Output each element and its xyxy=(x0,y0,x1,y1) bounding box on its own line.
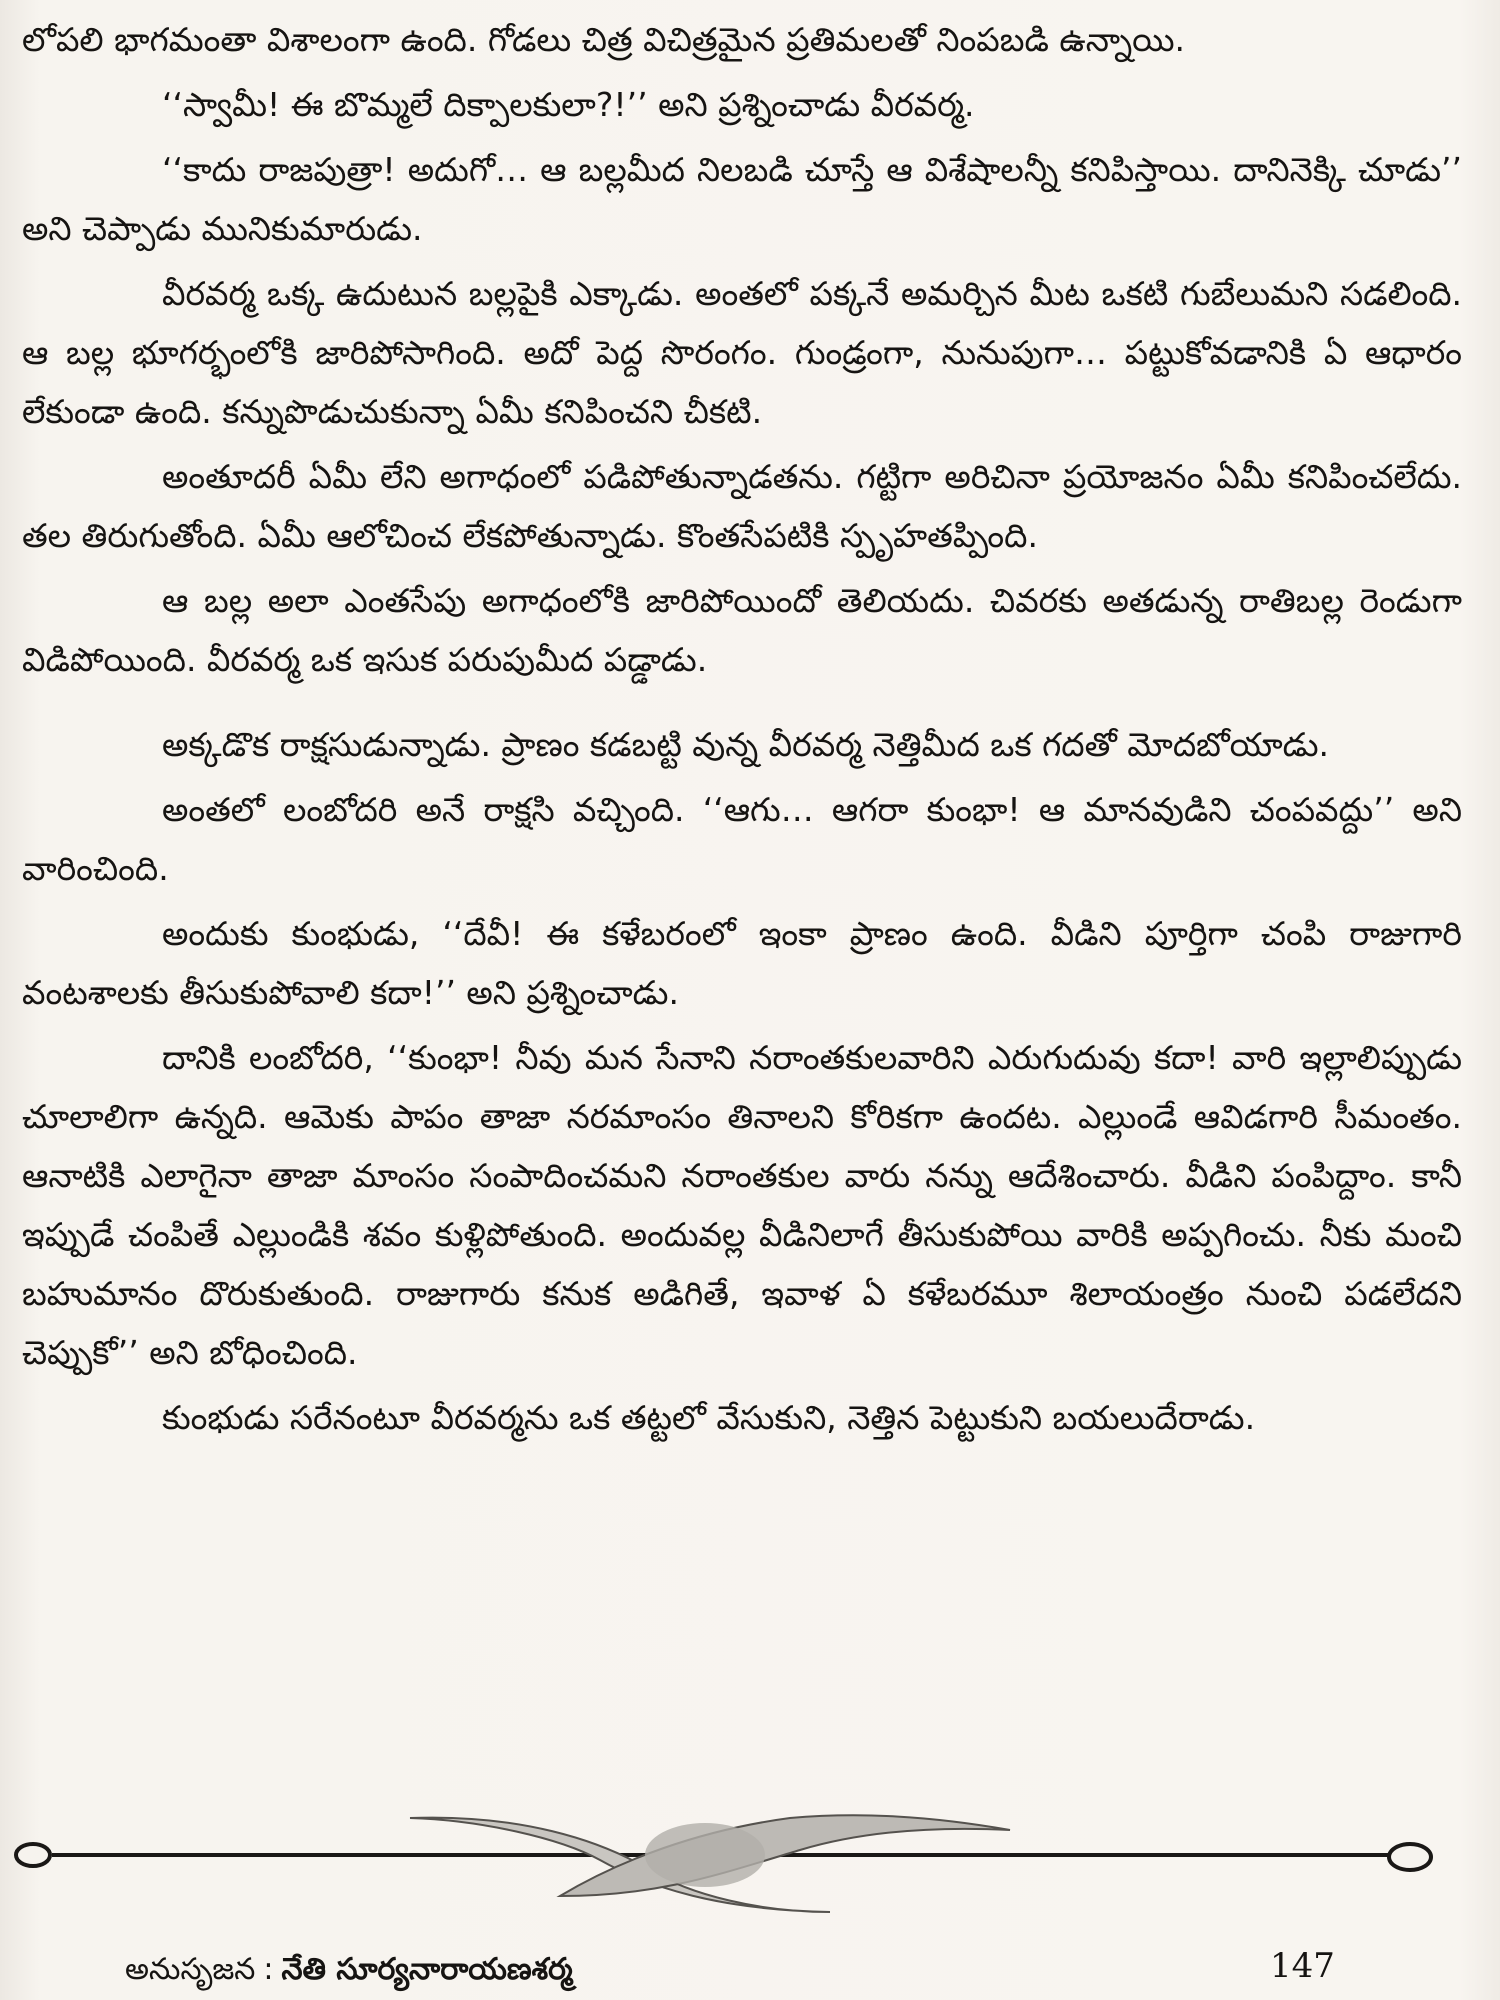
author-name: నేతి సూర్యనారాయణశర్మ xyxy=(281,1952,573,1987)
paragraph: కుంభుడు సరేనంటూ వీరవర్మను ఒక తట్టలో వేసుకుని, నెత్తిన పెట్టుకుని బయలుదేరాడు. xyxy=(162,1398,1256,1437)
paragraph: ‘‘స్వామీ! ఈ బొమ్మలే దిక్పాలకులా?!’’ అని ప్రశ్నించాడు వీరవర్మ. xyxy=(162,85,975,124)
paragraph: లోపలి భాగమంతా విశాలంగా ఉంది. గోడలు చిత్ర విచిత్రమైన ప్రతిమలతో నింపబడి ఉన్నాయి. xyxy=(22,20,1186,59)
paragraph: అక్కడొక రాక్షసుడున్నాడు. ప్రాణం కడబట్టి వున్న వీరవర్మ నెత్తిమీద ఒక గదతో మోదబోయాడు. xyxy=(162,725,1329,764)
footer-author-line xyxy=(125,1950,573,1990)
footer-separator: : xyxy=(263,1952,274,1987)
ornament-left-oval xyxy=(16,1844,50,1866)
translation-label: అనుసృజన xyxy=(125,1952,256,1987)
paragraph: దానికి లంబోదరి, ‘‘కుంభా! నీవు మన సేనాని నరాంతకులవారిని ఎరుగుదువు కదా! వారి ఇల్లాలిప్పుడు చూలాలిగా ఉన్నది. ఆమెకు పాపం తాజా నరమాంసం తినాలని కోరికగా ఉందట. ఎల్లుండే ఆవిడగారి సీమంతం. ఆనాటికి ఎలాగైనా తాజా మాంసం సంపాదించమని నరాంతకుల వారు నన్ను ఆదేశించారు. వీడిని పంపిద్దాం. కానీ ఇప్పుడే చంపితే ఎల్లుండికి శవం కుళ్లిపోతుంది. అందువల్ల వీడినిలాగే తీసుకుపోయి వారికి అప్పగించు. నీకు మంచి బహుమానం దొరుకుతుంది. రాజుగారు కనుక అడిగితే, ఇవాళ ఏ కళేబరమూ శిలాయంత్రం నుంచి పడలేదని చెప్పుకో’’ అని బోధించింది. xyxy=(22,1038,1462,1372)
ornament-center-knot xyxy=(645,1823,765,1887)
paragraph: వీరవర్మ ఒక్క ఉదుటున బల్లపైకి ఎక్కాడు. అంతలో పక్కనే అమర్చిన మీట ఒకటి గుబేలుమని సడలింది. ఆ బల్ల భూగర్భంలోకి జారిపోసాగింది. అదో పెద్ద సొరంగం. గుండ్రంగా, నునుపుగా… పట్టుకోవడానికి ఏ ఆధారం లేకుండా ఉంది. కన్నుపొడుచుకున్నా ఏమీ కనిపించని చీకటి. xyxy=(22,274,1462,431)
paragraph: అందుకు కుంభుడు, ‘‘దేవీ! ఈ కళేబరంలో ఇంకా ప్రాణం ఉంది. వీడిని పూర్తిగా చంపి రాజుగారి వంటశాలకు తీసుకుపోవాలి కదా!’’ అని ప్రశ్నించాడు. xyxy=(22,914,1462,1012)
paragraph: అంతలో లంబోదరి అనే రాక్షసి వచ్చింది. ‘‘ఆగు… ఆగరా కుంభా! ఆ మానవుడిని చంపవద్దు’’ అని వారించింది. xyxy=(22,790,1462,888)
ornament-right-oval xyxy=(1389,1844,1431,1870)
paragraph: ఆ బల్ల అలా ఎంతసేపు అగాధంలోకి జారిపోయిందో తెలియదు. చివరకు అతడున్న రాతిబల్ల రెండుగా విడిపోయింది. వీరవర్మ ఒక ఇసుక పరుపుమీద పడ్డాడు. xyxy=(22,581,1462,679)
page-number: 147 xyxy=(1270,1946,1335,1986)
paragraph: ‘‘కాదు రాజపుత్రా! అదుగో… ఆ బల్లమీద నిలబడి చూస్తే ఆ విశేషాలన్నీ కనిపిస్తాయి. దానినెక్కి చూడు’’ అని చెప్పాడు మునికుమారుడు. xyxy=(22,150,1462,248)
paragraph: అంతూదరీ ఏమీ లేని అగాధంలో పడిపోతున్నాడతను. గట్టిగా అరిచినా ప్రయోజనం ఏమీ కనిపించలేదు. తల తిరుగుతోంది. ఏమీ ఆలోచించ లేకపోతున్నాడు. కొంతసేపటికి స్పృహతప్పింది. xyxy=(22,457,1462,555)
body-text xyxy=(22,10,1462,1453)
footer-ornament xyxy=(0,1800,1500,1920)
